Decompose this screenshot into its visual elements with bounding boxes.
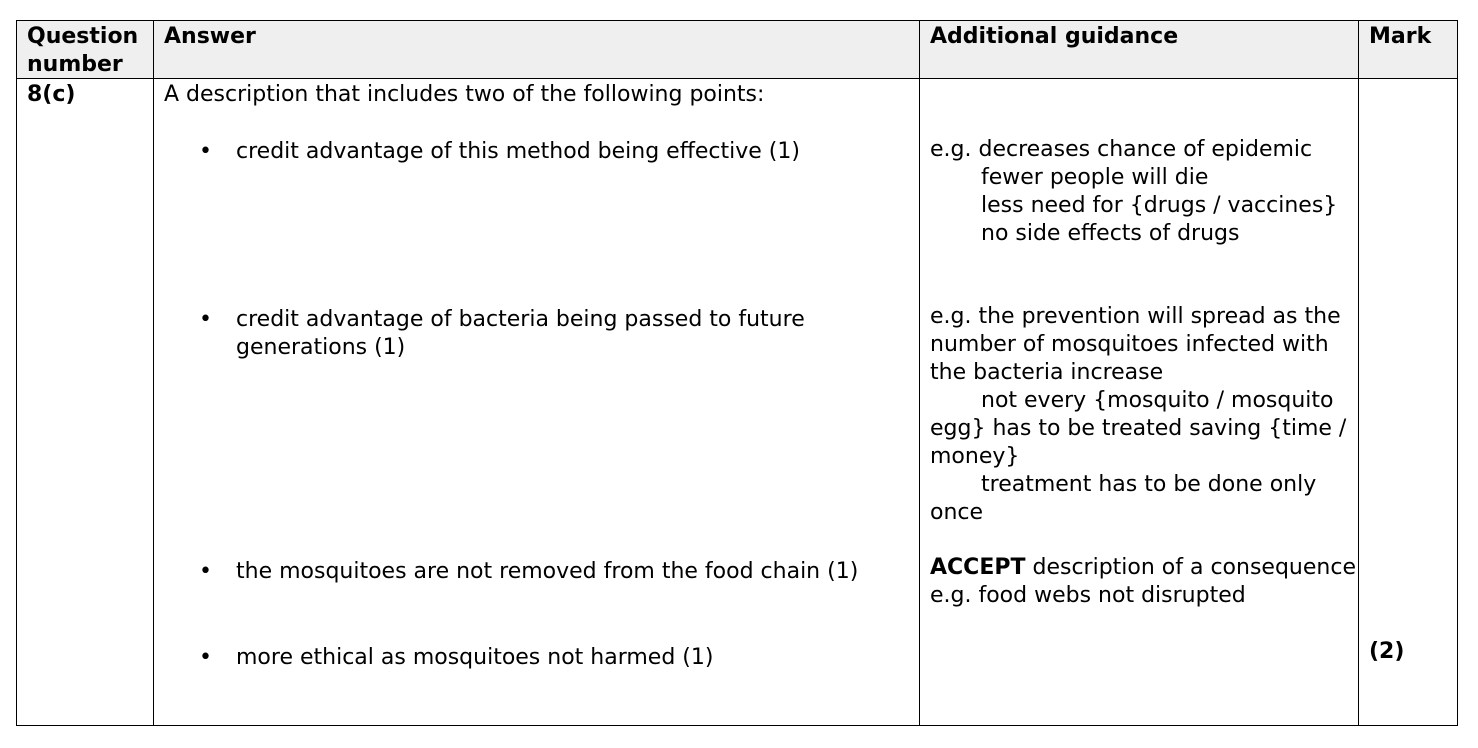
bullet-icon: •	[199, 139, 212, 164]
column-divider	[153, 21, 154, 725]
answer-point: the mosquitoes are not removed from the food chain (1)	[236, 559, 859, 584]
guidance-text: description of a consequence	[1025, 555, 1356, 580]
guidance-line: no side effects of drugs	[981, 221, 1240, 246]
header-question-number: Question number	[27, 24, 139, 77]
column-divider	[1358, 21, 1359, 725]
guidance-line: treatment has to be done only	[981, 472, 1317, 497]
answer-intro: A description that includes two of the following points:	[164, 82, 765, 107]
guidance-line	[930, 554, 1356, 582]
accept-keyword: ACCEPT	[930, 555, 1026, 580]
question-number: 8(c)	[27, 82, 76, 107]
header-answer: Answer	[164, 24, 256, 49]
bullet-icon: •	[199, 307, 212, 332]
guidance-line: e.g. decreases chance of epidemic	[930, 137, 1313, 162]
guidance-line: number of mosquitoes infected with	[930, 332, 1329, 357]
answer-point: more ethical as mosquitoes not harmed (1)	[236, 645, 714, 670]
guidance-line: the bacteria increase	[930, 360, 1164, 385]
guidance-line: e.g. the prevention will spread as the	[930, 304, 1341, 329]
header-additional-guidance: Additional guidance	[930, 24, 1179, 49]
guidance-line: money}	[930, 444, 1020, 469]
answer-point: credit advantage of this method being effective (1)	[236, 139, 800, 164]
header-mark: Mark	[1369, 24, 1432, 49]
guidance-line: egg} has to be treated saving {time /	[930, 416, 1347, 441]
guidance-line: not every {mosquito / mosquito	[981, 388, 1334, 413]
mark-value: (2)	[1369, 639, 1405, 664]
column-divider	[919, 21, 920, 725]
guidance-line: less need for {drugs / vaccines}	[981, 193, 1338, 218]
answer-point: credit advantage of bacteria being passed to future generations (1)	[236, 307, 805, 360]
guidance-line: once	[930, 500, 984, 525]
mark-scheme-table	[16, 20, 1458, 726]
bullet-icon: •	[199, 559, 212, 584]
guidance-line: e.g. food webs not disrupted	[930, 583, 1246, 608]
bullet-icon: •	[199, 645, 212, 670]
guidance-line: fewer people will die	[981, 165, 1209, 190]
